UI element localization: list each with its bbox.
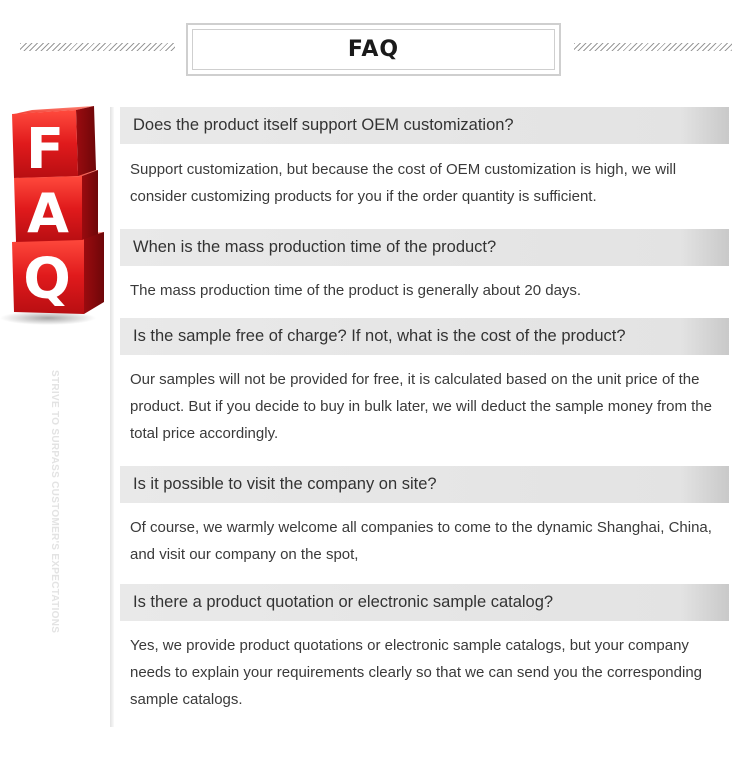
title-frame-inner (192, 29, 555, 70)
tagline-vertical: STRIVE TO SURPASS CUSTOMER'S EXPECTATIONS (49, 370, 60, 634)
faq-item (120, 229, 729, 318)
cube-letter-q: Q (23, 247, 71, 312)
title-frame (186, 23, 561, 76)
faq-list (120, 107, 729, 724)
faq-answer: The mass production time of the product is generally about 20 days. (130, 282, 582, 299)
cube-letter-f: F (25, 117, 65, 182)
faq-cubes-logo (0, 100, 112, 330)
faq-answer: Our samples will not be provided for free, it is calculated based on the unit price of the product. But if you decide to buy in bulk later, we will deduct the sample money from the total price accordingly. (130, 371, 712, 442)
faq-item (120, 466, 729, 584)
header-decoration-right (574, 43, 732, 51)
faq-question: Is it possible to visit the company on site? (120, 466, 729, 503)
vertical-divider (110, 107, 114, 727)
faq-question: Is there a product quotation or electronic sample catalog? (120, 584, 729, 621)
faq-question: Does the product itself support OEM customization? (120, 107, 729, 144)
cube-f (12, 106, 96, 182)
cube-letter-a: A (27, 182, 69, 245)
faq-question: Is the sample free of charge? If not, what is the cost of the product? (120, 318, 729, 355)
header-decoration-left (20, 43, 175, 51)
faq-answer: Support customization, but because the cost of OEM customization is high, we will consider customizing products for you if the order quantity is sufficient. (130, 161, 677, 205)
page-title: FAQ (347, 37, 400, 62)
faq-answer: Of course, we warmly welcome all companies to come to the dynamic Shanghai, China, and visit our company on the spot, (130, 519, 712, 563)
faq-question: When is the mass production time of the product? (120, 229, 729, 266)
faq-item (120, 107, 729, 229)
faq-item (120, 584, 729, 724)
faq-item (120, 318, 729, 466)
faq-answer: Yes, we provide product quotations or electronic sample catalogs, but your company needs to explain your requirements clearly so that we can send you the corresponding sample catalogs. (130, 637, 702, 708)
